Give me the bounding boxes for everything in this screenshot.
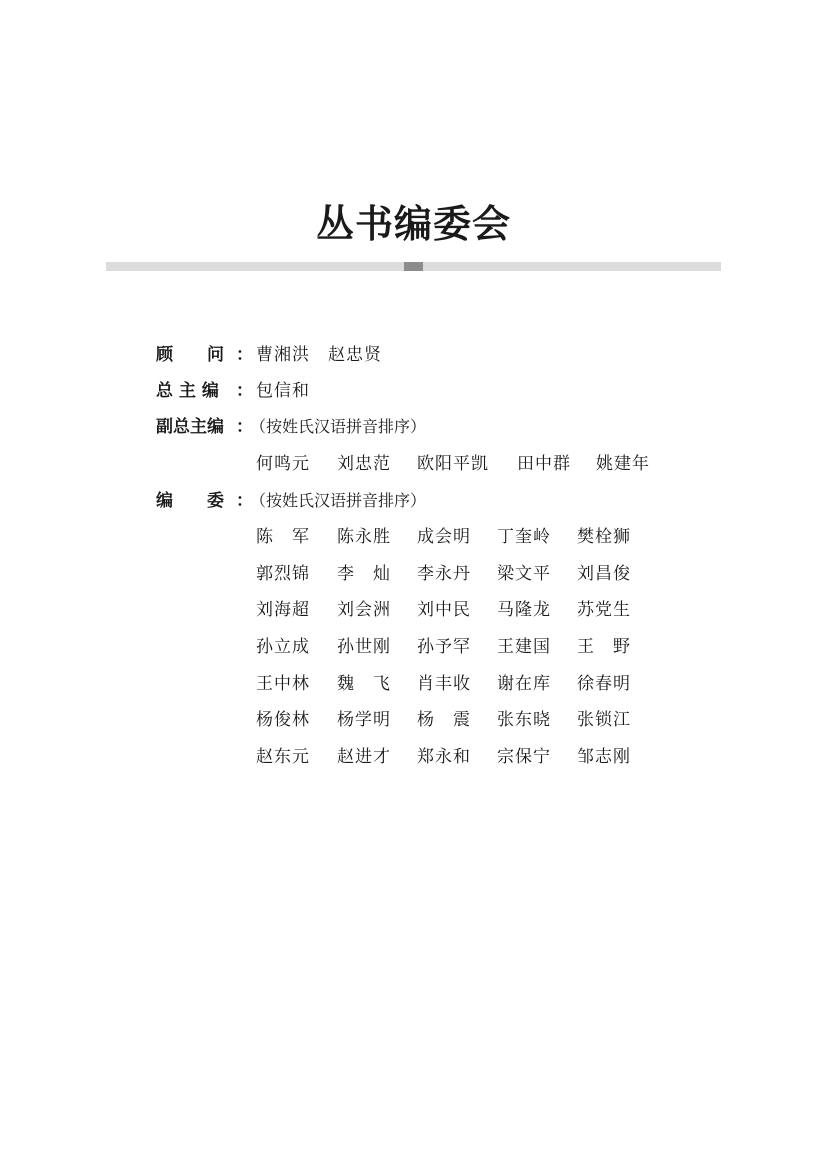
board-member-name: 杨俊林 xyxy=(256,710,310,730)
board-member-name: 谢在库 xyxy=(497,674,551,694)
board-member-name: 李永丹 xyxy=(417,564,471,584)
board-member-name: 宗保宁 xyxy=(497,747,551,767)
board-member-name: 刘昌俊 xyxy=(577,564,631,584)
deputy-chief-editor-name: 田中群 xyxy=(517,454,571,474)
deputy-chief-editor-name: 何鸣元 xyxy=(256,454,310,474)
board-member-name: 苏党生 xyxy=(577,600,631,620)
board-member-name: 梁文平 xyxy=(497,564,551,584)
editorial-board-colon: ： xyxy=(236,491,253,511)
title-divider-mark xyxy=(404,262,423,271)
board-member-name: 马隆龙 xyxy=(497,600,551,620)
chief-editor-label: 总 主 编 xyxy=(156,381,219,401)
board-member-name: 樊栓狮 xyxy=(577,527,631,547)
deputy-chief-editors-label: 副总主编 xyxy=(156,417,224,437)
deputy-chief-editors-colon: ： xyxy=(236,417,253,437)
board-member-name: 郑永和 xyxy=(417,747,471,767)
board-member-name: 刘海超 xyxy=(256,600,310,620)
board-member-name: 刘会洲 xyxy=(337,600,391,620)
deputy-chief-editor-name: 刘忠范 xyxy=(337,454,391,474)
title-divider xyxy=(106,262,721,271)
board-member-name: 孙世刚 xyxy=(337,637,391,657)
board-member-name: 张锁江 xyxy=(577,710,631,730)
board-member-name: 徐春明 xyxy=(577,674,631,694)
board-member-name: 王 野 xyxy=(577,637,631,657)
board-member-name: 王中林 xyxy=(256,674,310,694)
board-member-name: 魏 飞 xyxy=(337,674,391,694)
advisors-label: 顾 问 xyxy=(156,345,224,365)
advisors-colon: ： xyxy=(236,345,253,365)
board-member-name: 杨 震 xyxy=(417,710,471,730)
board-member-name: 王建国 xyxy=(497,637,551,657)
board-member-name: 孙予罕 xyxy=(417,637,471,657)
advisors-names: 曹湘洪 赵忠贤 xyxy=(256,345,382,365)
board-member-name: 张东晓 xyxy=(497,710,551,730)
board-member-name: 陈永胜 xyxy=(337,527,391,547)
editorial-board-note: （按姓氏汉语拼音排序） xyxy=(250,491,427,510)
board-member-name: 成会明 xyxy=(417,527,471,547)
board-member-name: 邹志刚 xyxy=(577,747,631,767)
board-member-name: 郭烈锦 xyxy=(256,564,310,584)
page-title: 丛书编委会 xyxy=(315,201,511,246)
chief-editor-names: 包信和 xyxy=(256,381,310,401)
deputy-chief-editors-note: （按姓氏汉语拼音排序） xyxy=(250,417,427,436)
board-member-name: 孙立成 xyxy=(256,637,310,657)
board-member-name: 赵东元 xyxy=(256,747,310,767)
board-member-name: 陈 军 xyxy=(256,527,310,547)
board-member-name: 丁奎岭 xyxy=(497,527,551,547)
board-member-name: 李 灿 xyxy=(337,564,391,584)
editorial-board-label: 编 委 xyxy=(156,491,224,511)
chief-editor-colon: ： xyxy=(236,381,253,401)
board-member-name: 杨学明 xyxy=(337,710,391,730)
deputy-chief-editor-name: 姚建年 xyxy=(596,454,650,474)
board-member-name: 赵进才 xyxy=(337,747,391,767)
board-member-name: 刘中民 xyxy=(417,600,471,620)
board-member-name: 肖丰收 xyxy=(417,674,471,694)
deputy-chief-editor-name: 欧阳平凯 xyxy=(417,454,489,474)
